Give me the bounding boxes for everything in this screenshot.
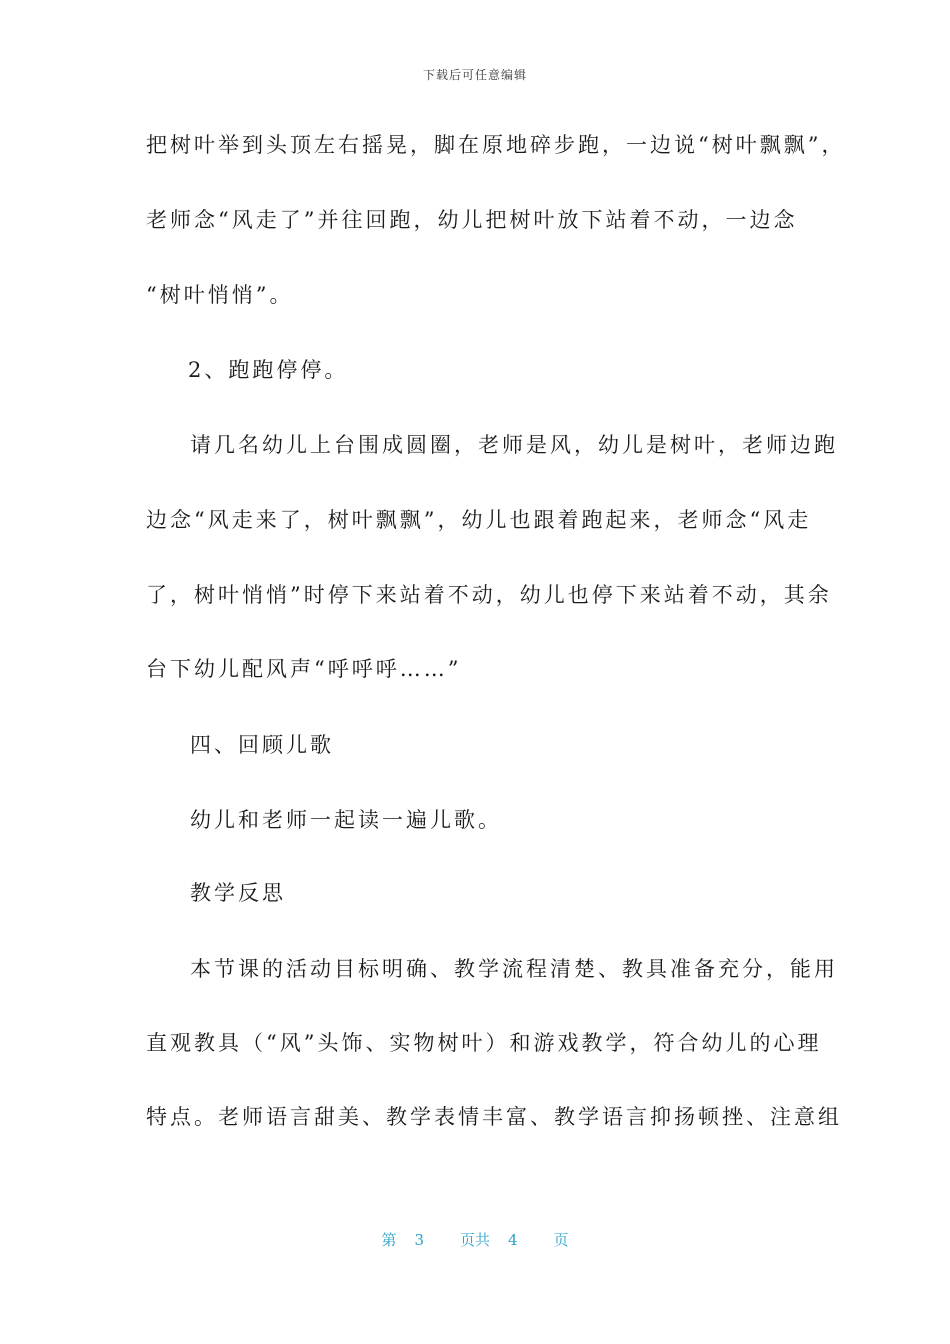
page-header: 下载后可任意编辑 xyxy=(422,68,527,82)
body-line-12: 本节课的活动目标明确、教学流程清楚、教具准备充分，能用 xyxy=(190,957,838,981)
footer-middle: 页共 xyxy=(459,1231,490,1249)
section-heading-2: 2、跑跑停停。 xyxy=(188,358,349,382)
footer-total-pages: 4 xyxy=(508,1231,518,1249)
body-line-6: 边念“风走来了，树叶飘飘”，幼儿也跟着跑起来，老师念“风走 xyxy=(146,508,812,532)
body-line-13: 直观教具（“风”头饰、实物树叶）和游戏教学，符合幼儿的心理 xyxy=(146,1031,822,1055)
body-line-10: 幼儿和老师一起读一遍儿歌。 xyxy=(190,808,502,832)
footer-prefix: 第 xyxy=(381,1231,397,1249)
body-line-7: 了，树叶悄悄”时停下来站着不动，幼儿也停下来站着不动，其余 xyxy=(146,583,832,607)
body-line-3: “树叶悄悄”。 xyxy=(146,283,294,307)
section-heading-4: 四、回顾儿歌 xyxy=(190,733,334,757)
section-heading-reflection: 教学反思 xyxy=(190,881,286,905)
page-footer xyxy=(0,1229,950,1250)
footer-suffix: 页 xyxy=(553,1231,569,1249)
body-line-5: 请几名幼儿上台围成圆圈，老师是风，幼儿是树叶，老师边跑 xyxy=(190,433,838,457)
body-line-14: 特点。老师语言甜美、教学表情丰富、教学语言抑扬顿挫、注意组 xyxy=(146,1105,842,1129)
footer-page-number: 3 xyxy=(414,1231,424,1249)
body-line-1: 把树叶举到头顶左右摇晃，脚在原地碎步跑，一边说“树叶飘飘”， xyxy=(146,133,846,157)
body-line-8: 台下幼儿配风声“呼呼呼……” xyxy=(146,657,462,681)
body-line-2: 老师念“风走了”并往回跑，幼儿把树叶放下站着不动，一边念 xyxy=(146,208,798,232)
